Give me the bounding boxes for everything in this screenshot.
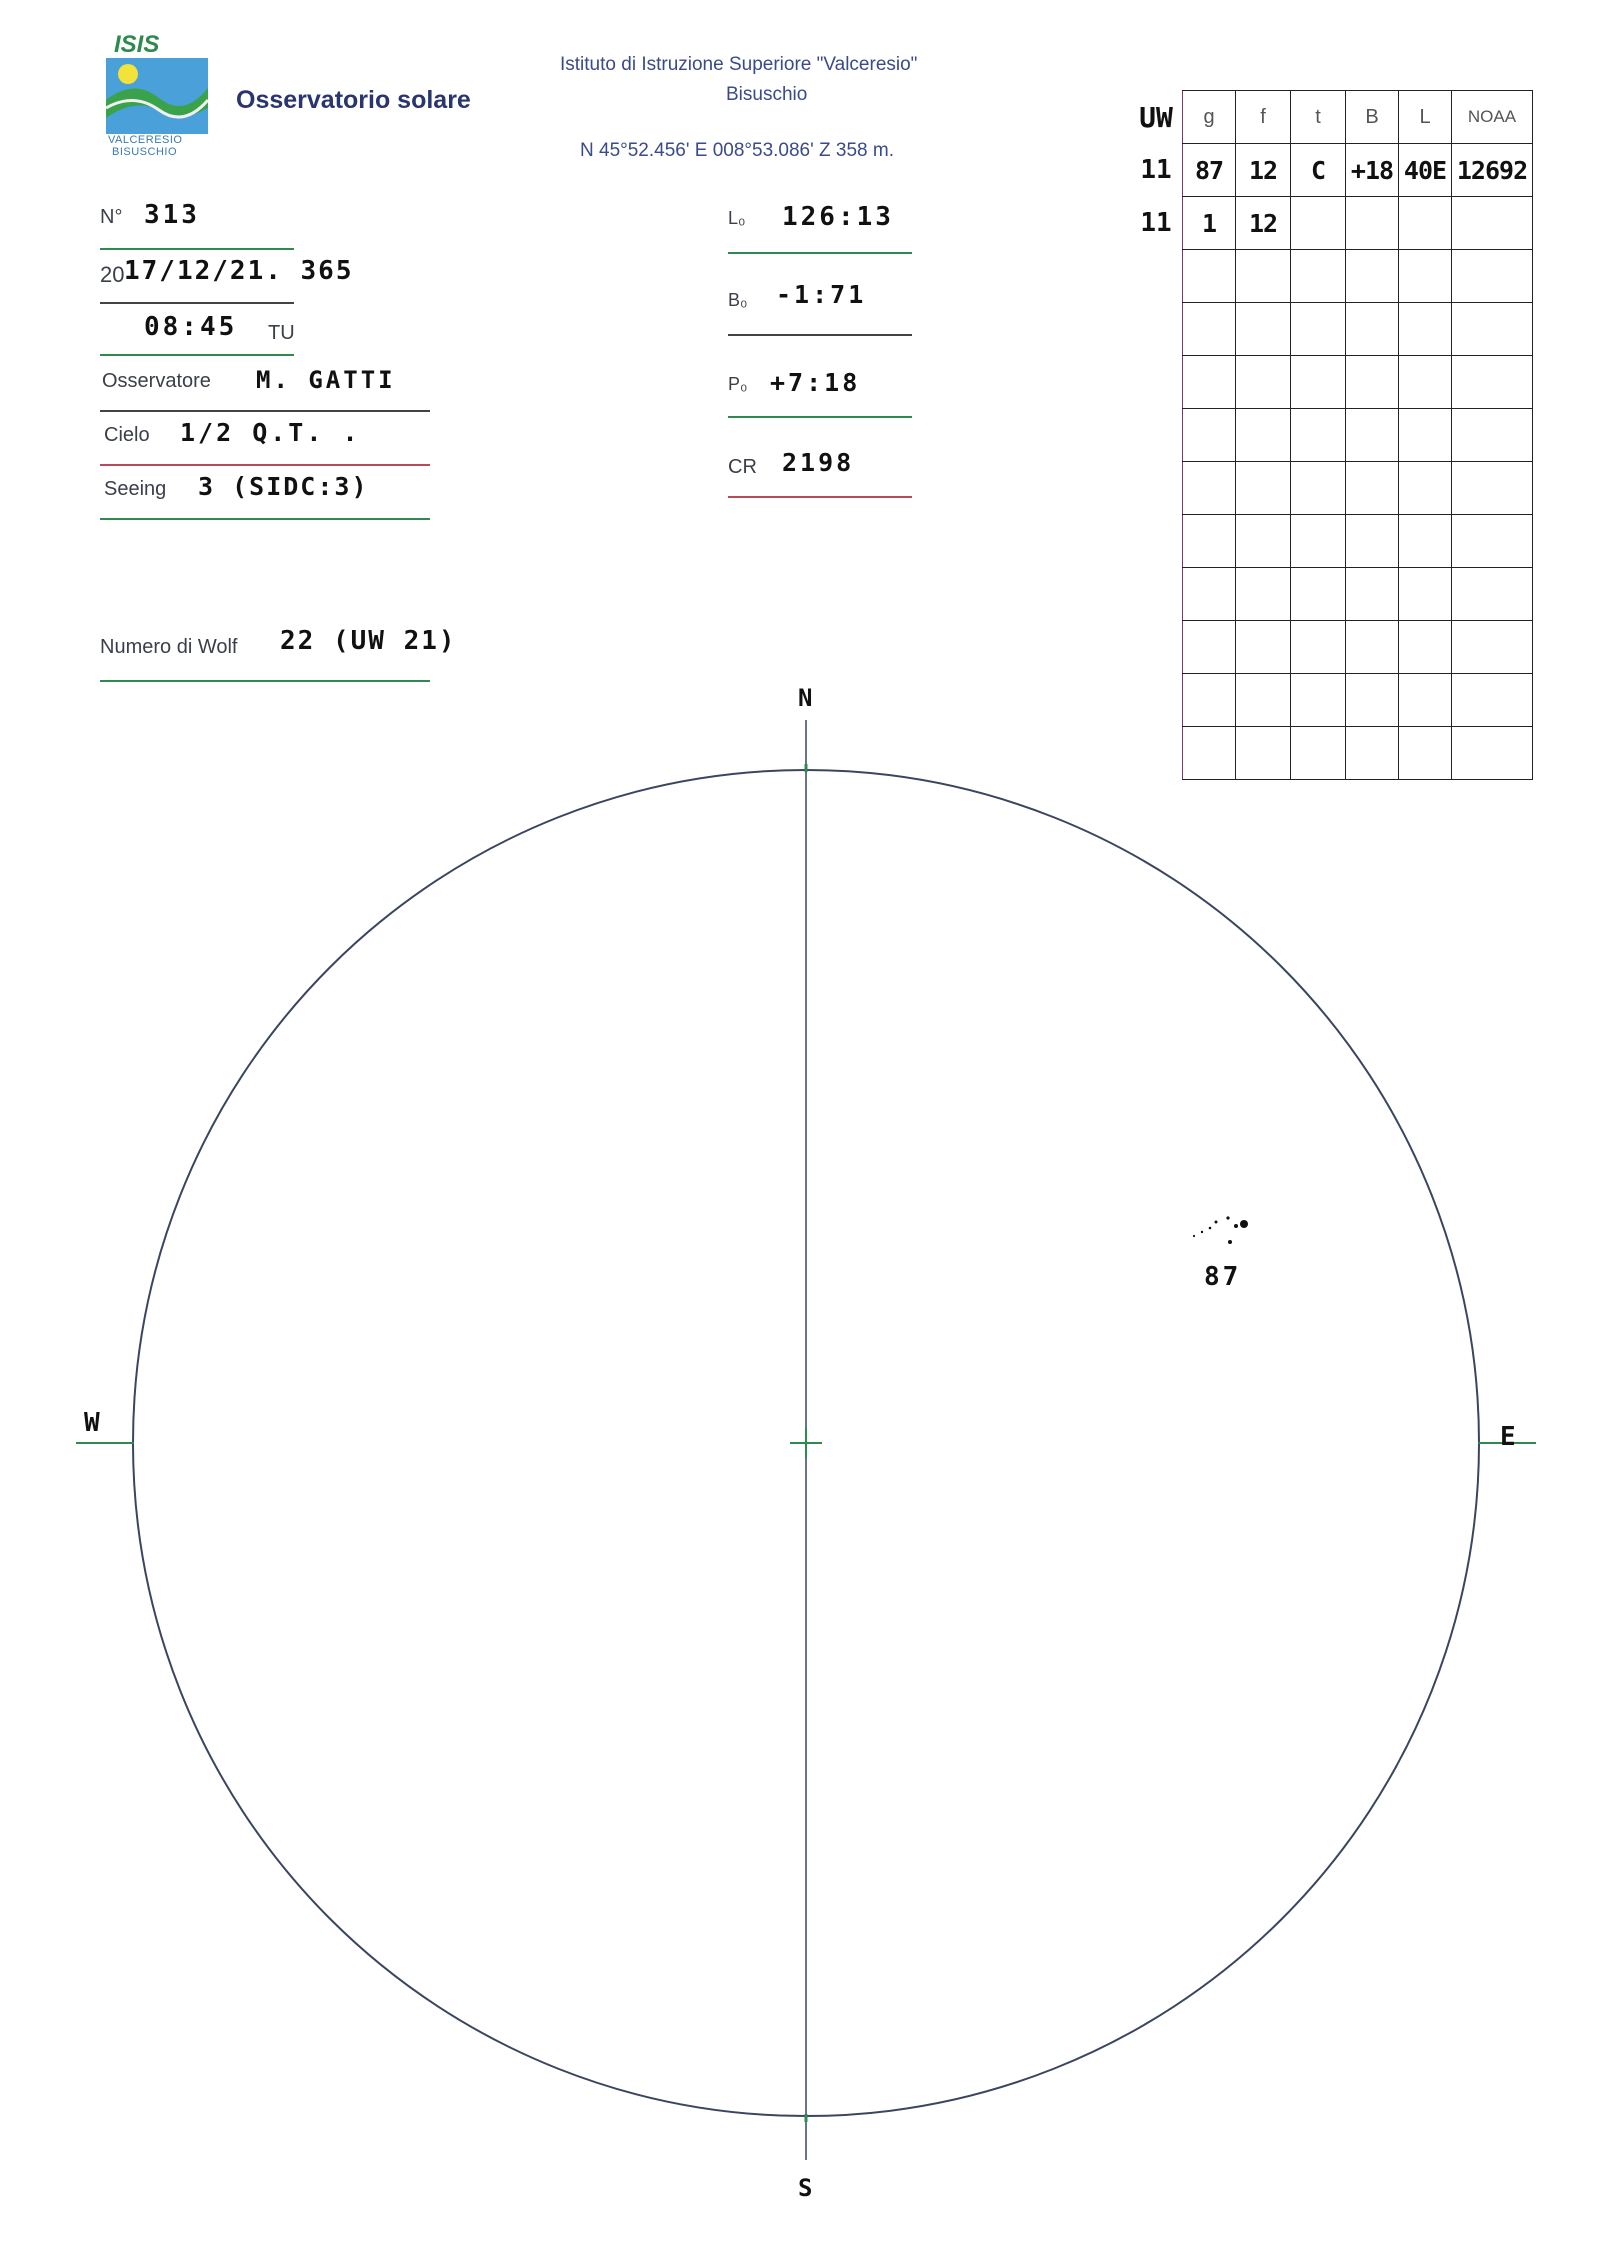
- date-value: 17/12/21. 365: [124, 256, 354, 286]
- b0-label: B₀: [728, 290, 748, 310]
- table-cell: 12: [1236, 144, 1291, 197]
- table-header-cell: L: [1399, 91, 1452, 144]
- l0-value: 126:13: [782, 202, 894, 232]
- p0-label: P₀: [728, 374, 748, 394]
- institute-name: Istituto di Istruzione Superiore "Valceresio": [560, 54, 918, 75]
- observatory-title: Osservatorio solare: [236, 86, 471, 114]
- table-header-cell: NOAA: [1452, 91, 1533, 144]
- east-label: E: [1500, 1422, 1519, 1452]
- logo-line-2: BISUSCHIO: [112, 146, 178, 158]
- seeing-label: Seeing: [104, 478, 167, 500]
- table-header-cell: f: [1236, 91, 1291, 144]
- table-cell: +18: [1346, 144, 1399, 197]
- wolf-label: Numero di Wolf: [100, 636, 238, 658]
- institute-town: Bisuschio: [726, 84, 808, 105]
- table-cell: 11: [1140, 155, 1172, 185]
- table-header-cell: UW: [1139, 100, 1173, 134]
- sky-value: 1/2 Q.T. .: [180, 418, 361, 447]
- observer-value: M. GATTI: [256, 366, 396, 394]
- table-cell: 11: [1140, 208, 1172, 238]
- table-cell: 12692: [1452, 144, 1533, 197]
- logo-top-text: ISIS: [114, 31, 160, 58]
- table-cell: 12: [1236, 197, 1291, 250]
- table-header-cell: t: [1291, 91, 1346, 144]
- time-unit: TU: [268, 322, 295, 344]
- table-header-cell: g: [1183, 91, 1236, 144]
- seeing-value: 3 (SIDC:3): [198, 472, 369, 501]
- sunspot-group-87: [1193, 1216, 1248, 1244]
- table-cell: C: [1291, 144, 1346, 197]
- b0-value: -1:71: [776, 280, 867, 309]
- table-cell: 87: [1183, 144, 1236, 197]
- p0-value: +7:18: [770, 368, 861, 397]
- logo-line-1: VALCERESIO: [108, 134, 183, 146]
- cr-value: 2198: [782, 448, 855, 477]
- observer-label: Osservatore: [102, 370, 211, 392]
- l0-label: L₀: [728, 208, 746, 228]
- west-label: W: [84, 1408, 103, 1438]
- north-label: N: [798, 684, 816, 712]
- table-cell: 40E: [1399, 144, 1452, 197]
- table-cell: 1: [1183, 197, 1236, 250]
- number-value: 313: [144, 200, 200, 230]
- observatory-coordinates: N 45°52.456' E 008°53.086' Z 358 m.: [580, 140, 894, 161]
- cr-label: CR: [728, 456, 757, 478]
- number-label: N°: [100, 206, 123, 228]
- wolf-value: 22 (UW 21): [280, 626, 457, 656]
- time-value: 08:45: [144, 312, 238, 342]
- date-prefix: 20: [100, 262, 125, 287]
- table-header-cell: B: [1346, 91, 1399, 144]
- sunspot-group-label: 87: [1204, 1262, 1242, 1292]
- south-label: S: [798, 2174, 816, 2202]
- sky-label: Cielo: [104, 424, 150, 446]
